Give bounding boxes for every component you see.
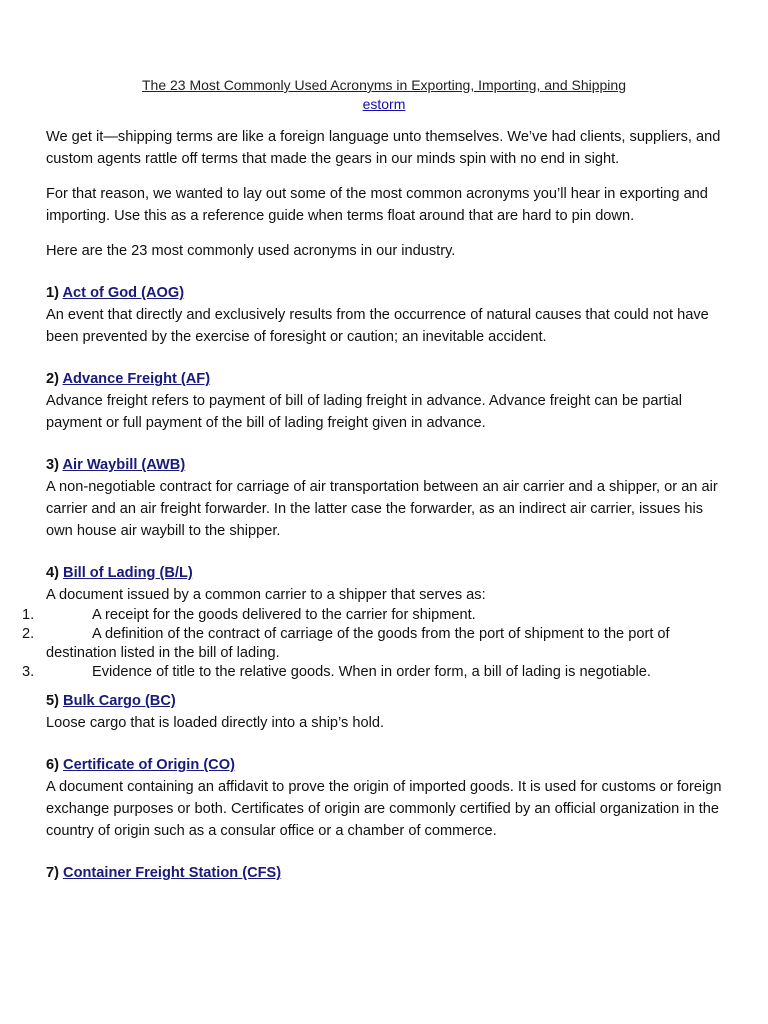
entry-definition: A document issued by a common carrier to a shipper that serves as: [46,587,486,603]
entry-number: 1) [46,285,59,301]
entry-definition: A document containing an affidavit to prove the origin of imported goods. It is used for customs or foreign exchange purposes or both. Certificates of origin are commonly certified by an official organization in the country of origin such as a consular office or a chamber of commerce. [46,779,722,839]
list-item [0,625,726,663]
entry-definition: Advance freight refers to payment of bill of lading freight in advance. Advance freight can be partial payment or full payment of the bill of lading freight given in advance. [46,393,683,431]
list-item-text: Evidence of title to the relative goods. When in order form, a bill of lading is negotiable. [92,664,651,680]
acronym-entry [46,368,726,434]
entry-term-link[interactable]: Bulk Cargo (BC) [63,693,176,709]
entry-heading [46,754,726,776]
entry-number: 7) [46,865,59,881]
entry-heading [46,368,726,390]
acronym-entry [22,562,726,682]
acronym-entry [46,862,726,884]
intro-paragraph: For that reason, we wanted to lay out some of the most common acronyms you’ll hear in exporting and importing. Use this as a reference guide when terms float around that are hard to pin down. [46,186,708,224]
entry-term-link[interactable]: Air Waybill (AWB) [62,457,186,473]
entry-definition: An event that directly and exclusively results from the occurrence of natural causes that could not have been prevented by the exercise of foresight or caution; an inevitable accident. [46,307,709,345]
list-item [0,606,726,625]
entry-term-link[interactable]: Container Freight Station (CFS) [63,865,282,881]
list-item-text: A receipt for the goods delivered to the carrier for shipment. [92,607,476,623]
numbered-list [0,606,726,682]
intro-paragraph: Here are the 23 most commonly used acronyms in our industry. [46,243,456,259]
entry-definition: Loose cargo that is loaded directly into a ship’s hold. [46,715,385,731]
list-item-continuation: destination listed in the bill of lading. [46,645,280,661]
entry-number: 3) [46,457,59,473]
acronym-entry [46,754,726,842]
list-item-text: A definition of the contract of carriage of the goods from the port of shipment to the port of [92,626,670,642]
document-title: The 23 Most Commonly Used Acronyms in Exporting, Importing, and Shipping [141,77,626,93]
entry-term-link[interactable]: Advance Freight (AF) [62,371,211,387]
intro-paragraph: We get it—shipping terms are like a foreign language unto themselves. We’ve had clients, suppliers, and custom agents rattle off terms that made the gears in our minds spin with no end in sight. [46,129,721,167]
entry-heading [46,862,726,884]
entry-term-link[interactable]: Act of God (AOG) [62,285,185,301]
acronym-entry [46,282,726,348]
entry-heading [46,562,726,584]
list-item-number: 2. [22,626,35,642]
entry-number: 6) [46,757,59,773]
entry-heading [46,690,726,712]
entry-heading [46,282,726,304]
document-author-link[interactable]: estorm [362,96,406,112]
entry-definition: A non-negotiable contract for carriage of air transportation between an air carrier and a shipper, or an air carrier and an air freight forwarder. In the latter case the forwarder, as an indirect air carrier, issues his own house air waybill to the shipper. [46,479,718,539]
entry-number: 5) [46,693,59,709]
list-item [0,663,726,682]
list-item-number: 1. [22,607,35,623]
entry-number: 4) [46,565,59,581]
entry-heading [46,454,726,476]
entry-term-link[interactable]: Certificate of Origin (CO) [63,757,235,773]
list-item-number: 3. [22,664,35,680]
acronym-entry [46,690,726,734]
entry-term-link[interactable]: Bill of Lading (B/L) [63,565,193,581]
entry-number: 2) [46,371,59,387]
document-body [22,126,726,904]
acronym-entry [46,454,726,542]
